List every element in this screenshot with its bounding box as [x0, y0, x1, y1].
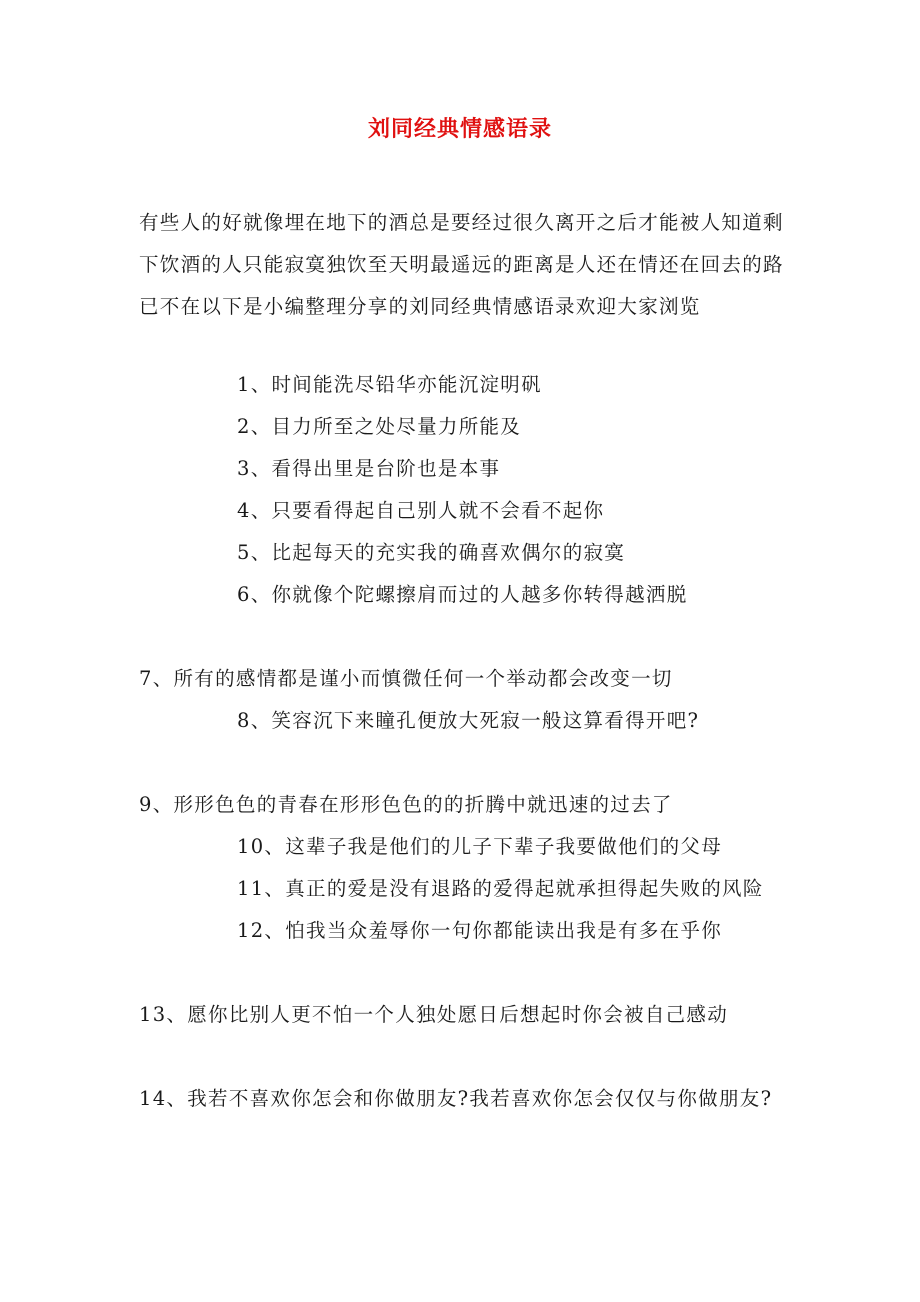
quote-13: 13、愿你比别人更不怕一个人独处愿日后想起时你会被自己感动	[139, 1003, 729, 1026]
quote-4: 4、只要看得起自己别人就不会看不起你	[237, 499, 605, 522]
quote-1: 1、时间能洗尽铅华亦能沉淀明矾	[237, 373, 542, 396]
quote-14: 14、我若不喜欢你怎会和你做朋友?我若喜欢你怎会仅仅与你做朋友?	[139, 1087, 773, 1110]
quote-5: 5、比起每天的充实我的确喜欢偶尔的寂寞	[237, 541, 626, 564]
quote-9: 9、形形色色的青春在形形色色的的折腾中就迅速的过去了	[139, 793, 673, 816]
intro-paragraph: 有些人的好就像埋在地下的酒总是要经过很久离开之后才能被人知道剩下饮酒的人只能寂寞独饮至天明最遥远的距离是人还在情还在回去的路已不在以下是小编整理分享的刘同经典情感语录欢迎大家浏览	[139, 211, 784, 318]
quote-6: 6、你就像个陀螺擦肩而过的人越多你转得越洒脱	[237, 583, 688, 606]
quote-3: 3、看得出里是台阶也是本事	[237, 457, 501, 480]
quote-2: 2、目力所至之处尽量力所能及	[237, 415, 522, 438]
quote-10: 10、这辈子我是他们的儿子下辈子我要做他们的父母	[237, 835, 723, 858]
quote-8: 8、笑容沉下来瞳孔便放大死寂一般这算看得开吧?	[237, 709, 700, 732]
quote-7: 7、所有的感情都是谨小而慎微任何一个举动都会改变一切	[139, 667, 673, 690]
quote-12: 12、怕我当众羞辱你一句你都能读出我是有多在乎你	[237, 919, 723, 942]
document-title: 刘同经典情感语录	[367, 116, 552, 142]
quote-11: 11、真正的爱是没有退路的爱得起就承担得起失败的风险	[237, 877, 764, 900]
